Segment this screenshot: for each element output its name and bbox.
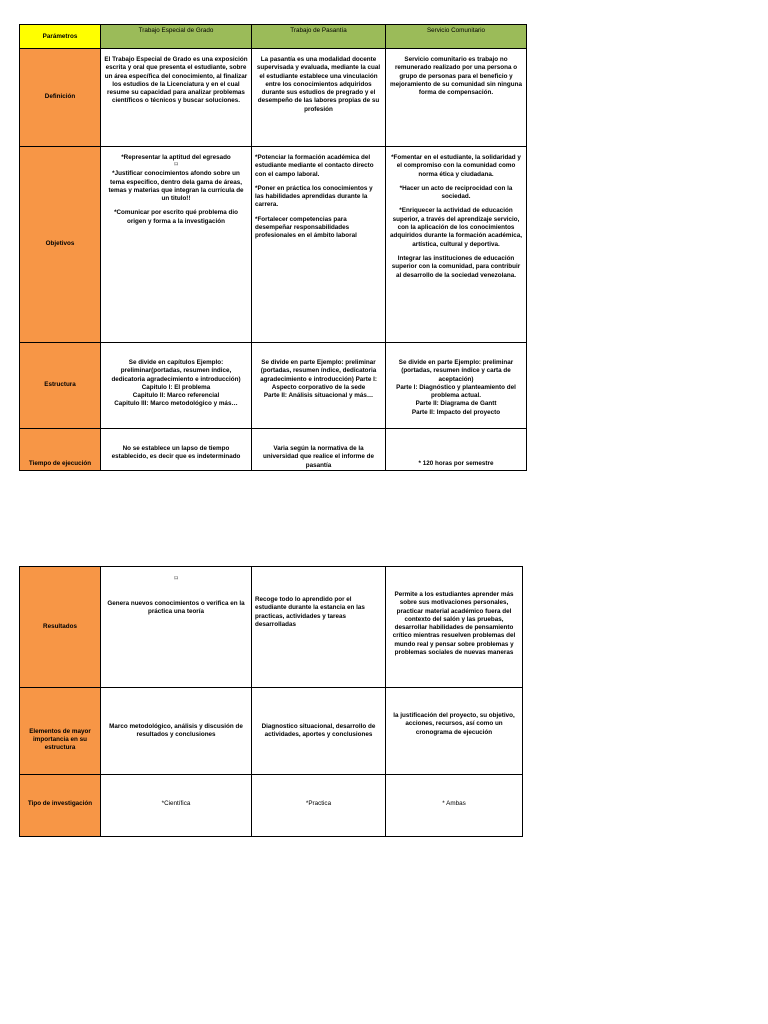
row-resultados <box>20 567 523 688</box>
estructura-line: Parte I: Diagnóstico y planteamiento del problema actual. <box>396 383 516 400</box>
row-objetivos <box>20 147 527 343</box>
objetivo-item: *Fomentar en el estudiante, la solidaridad y el compromiso con la comunidad como norma ética y ciudadana. <box>391 154 521 178</box>
cell-definicion-trabajo-grado: El Trabajo Especial de Grado es una exposición escrita y oral que presenta el estudiante, sobre un área específica del conocimiento, al finalizar los estudios de la Licenciatura y en el cual resume su capacidad para analizar problemas científicos o técnicos y buscar soluciones. <box>101 49 252 147</box>
header-trabajo-pasantia: Trabajo de Pasantía <box>252 25 386 49</box>
header-parametros: Parámetros <box>20 25 101 49</box>
objetivo-item: *Poner en práctica los conocimientos y las habilidades aprendidas durante la carrera. <box>255 184 373 209</box>
row-label-resultados: Resultados <box>20 567 101 688</box>
cell-estructura-trabajo-grado <box>101 343 252 429</box>
objetivo-item: *Comunicar por escrito qué problema dio origen y forma a la investigación <box>114 209 238 225</box>
cell-resultados-pasantia: Recoge todo lo aprendido por el estudiante durante la estancia en las practicas, actividades y tareas desarrolladas <box>252 567 386 688</box>
cell-resultados-trabajo-grado <box>101 567 252 688</box>
objetivo-item: *Hacer un acto de reciprocidad con la sociedad. <box>399 184 513 201</box>
row-label-objetivos: Objetivos <box>20 147 101 343</box>
row-definicion <box>20 49 527 147</box>
unknown-glyph-icon: ⌑ <box>174 162 178 169</box>
estructura-line: Parte II: Impacto del proyecto <box>411 408 501 416</box>
cell-tiempo-pasantia: Varia según la normativa de la universidad que realice el informe de pasantía <box>252 429 386 471</box>
row-label-elementos: Elementos de mayor importancia en su estructura <box>20 688 101 775</box>
comparison-table-2 <box>19 566 523 837</box>
objetivo-item: *Fortalecer competencias para desempeñar responsabilidades profesionales en el ámbito laboral <box>255 215 357 240</box>
estructura-line: Se divide en parte Ejemplo: preliminar (portadas, resumen índice, dedicatoria agradecimiento e introducción) Parte I: Aspecto corporativo de la sede <box>260 359 377 391</box>
row-label-tiempo-ejecucion: Tiempo de ejecución <box>20 429 101 471</box>
estructura-line: Capitulo III: Marco metodológico y más… <box>114 400 238 408</box>
cell-objetivos-trabajo-grado <box>101 147 252 343</box>
cell-elementos-servicio: la justificación del proyecto, su objetivo, acciones, recursos, así como un cronograma de ejecución <box>386 688 523 775</box>
objetivo-item: *Enriquecer la actividad de educación superior, a través del aprendizaje servicio, con la aplicación de los conocimientos adquiridos durante la formación académica, artística, cultural y deportiva. <box>390 207 522 248</box>
comparison-table-1 <box>19 24 527 471</box>
estructura-line: Se divide en parte Ejemplo: preliminar (portadas, resumen índice y carta de aceptación) <box>398 359 514 383</box>
objetivo-item: *Justificar conocimientos afondo sobre un tema especifico, dentro dela gama de áreas, temas y materias que integran la currícula de un titulo!! <box>108 170 244 203</box>
header-servicio-comunitario: Servicio Comunitario <box>386 25 527 49</box>
unknown-glyph-icon: ⌑ <box>174 576 178 582</box>
cell-definicion-pasantia: La pasantía es una modalidad docente supervisada y evaluada, mediante la cual el estudiante establece una vinculación entre los conocimientos adquiridos durante sus estudios de pregrado y el desempeño de las labores propias de su profesión <box>252 49 386 147</box>
estructura-line: Capitulo II: Marco referencial <box>132 392 220 400</box>
cell-elementos-pasantia: Diagnostico situacional, desarrollo de actividades, aportes y conclusiones <box>252 688 386 775</box>
cell-estructura-pasantia <box>252 343 386 429</box>
cell-estructura-servicio <box>386 343 527 429</box>
row-label-definicion: Definición <box>20 49 101 147</box>
estructura-line: Parte II: Diagrama de Gantt <box>415 400 497 408</box>
row-tipo-investigacion <box>20 775 523 837</box>
cell-objetivos-pasantia <box>252 147 386 343</box>
estructura-line: Capitulo I: El problema <box>141 383 211 391</box>
row-label-tipo-investigacion: Tipo de investigación <box>20 775 101 837</box>
header-trabajo-especial-grado: Trabajo Especial de Grado <box>101 25 252 49</box>
cell-tipo-trabajo-grado: *Científica <box>101 775 252 837</box>
cell-tiempo-servicio: * 120 horas por semestre <box>386 429 527 471</box>
cell-resultados-servicio: Permite a los estudiantes aprender más sobre sus motivaciones personales, practicar material académico fuera del contexto del salón y las pruebas, desarrollar habilidades de pensamiento crítico mientras resuelven problemas del mundo real y pensar sobre problemas y problemas sociales de nuevas maneras <box>386 567 523 688</box>
row-elementos <box>20 688 523 775</box>
cell-definicion-servicio: Servicio comunitario es trabajo no remunerado realizado por una persona o grupo de personas para el beneficio y mejoramiento de su comunidad sin ninguna forma de compensación. <box>386 49 527 147</box>
row-label-estructura: Estructura <box>20 343 101 429</box>
cell-elementos-trabajo-grado: Marco metodológico, análisis y discusión de resultados y conclusiones <box>101 688 252 775</box>
resultados-text: Genera nuevos conocimientos o verifica en la práctica una teoría <box>107 599 245 616</box>
objetivo-item: Integrar las instituciones de educación superior con la comunidad, para contribuir al desarrollo de la sociedad venezolana. <box>391 254 521 279</box>
cell-tipo-servicio: * Ambas <box>386 775 523 837</box>
objetivo-item: *Representar la aptitud del egresado <box>121 154 231 161</box>
estructura-line: Parte II: Análisis situacional y más… <box>263 392 374 400</box>
cell-tiempo-trabajo-grado: No se establece un lapso de tiempo establecido, es decir que es indeterminado <box>101 429 252 471</box>
row-estructura <box>20 343 527 429</box>
objetivo-item: *Potenciar la formación académica del estudiante mediante el contacto directo con el campo laboral. <box>255 154 374 178</box>
cell-objetivos-servicio <box>386 147 527 343</box>
header-row <box>20 25 527 49</box>
row-tiempo-ejecucion <box>20 429 527 471</box>
estructura-line: Se divide en capítulos Ejemplo: preliminar(portadas, resumen índice, dedicatoria agradecimiento e introducción) <box>111 359 241 383</box>
cell-tipo-pasantia: *Practica <box>252 775 386 837</box>
